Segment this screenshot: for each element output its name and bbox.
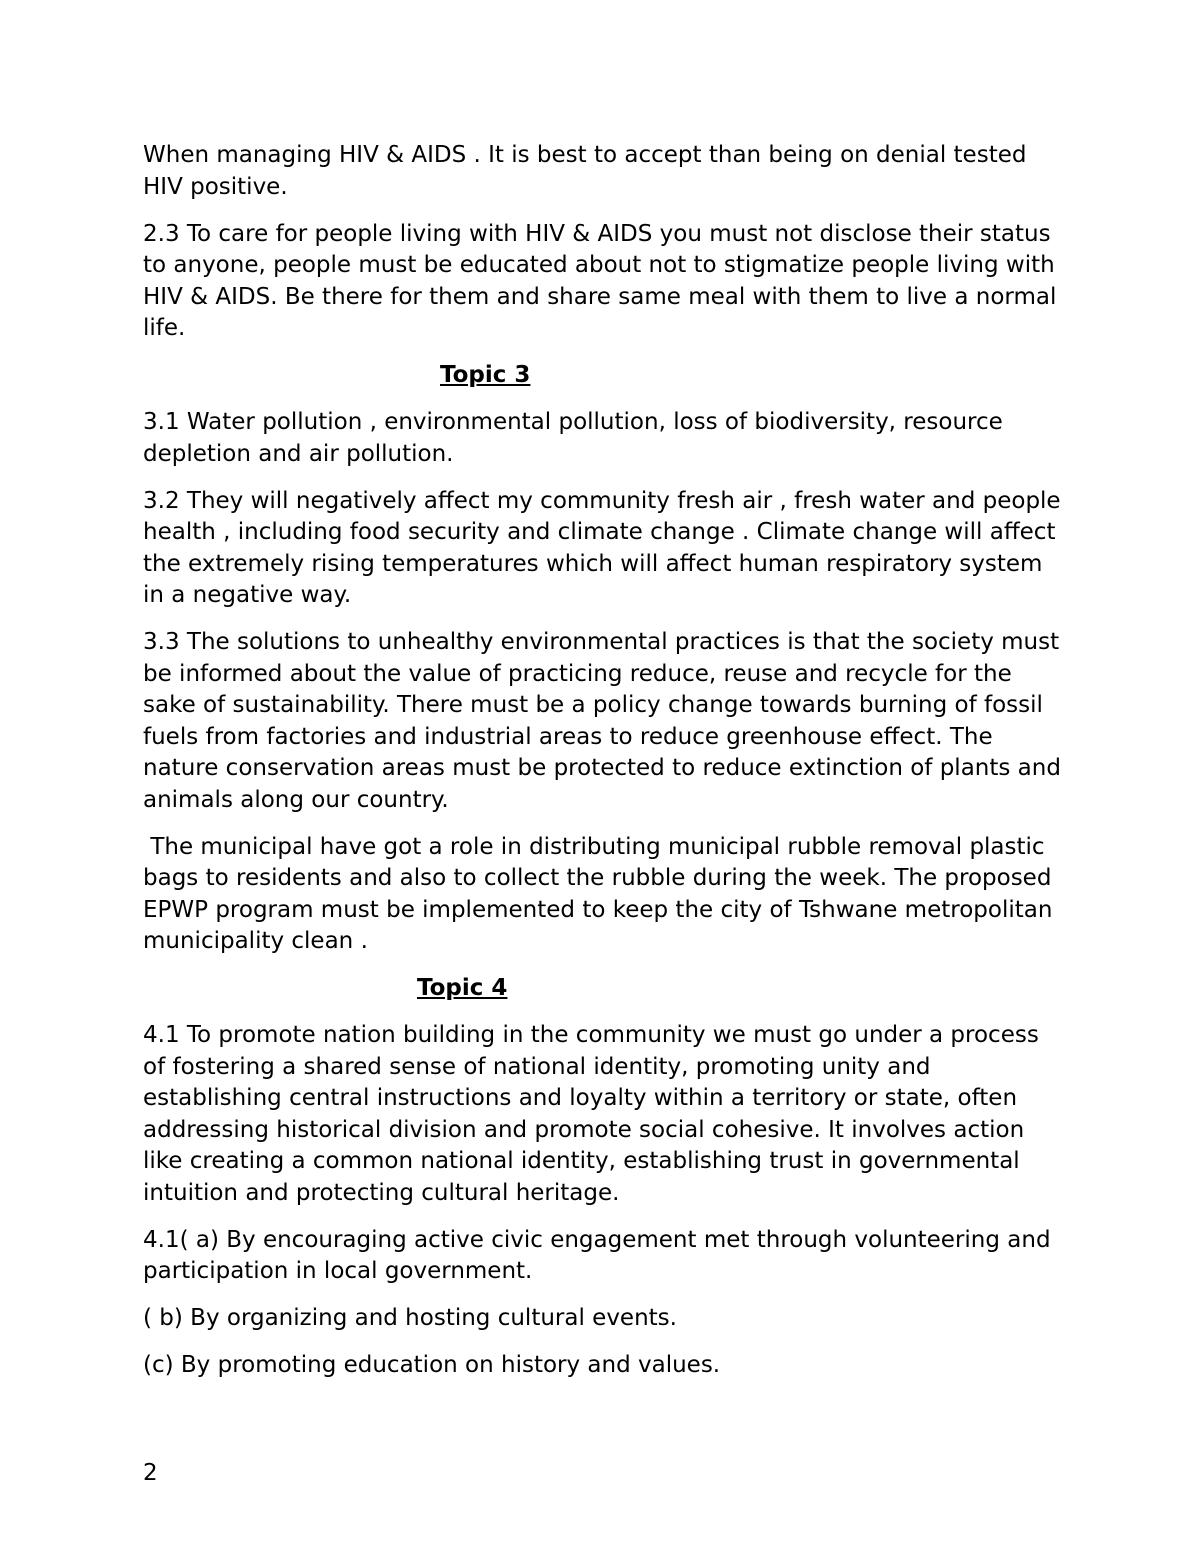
paragraph-4-1-b: ( b) By organizing and hosting cultural events. [143,1305,677,1331]
paragraph-3-3-municipal: The municipal have got a role in distributing municipal rubble removal plastic bags to residents and also to collect the rubble during the week. The proposed EPWP program must be implemented to keep the city of Tshwane metropolitan municipality clean . [143,833,1060,954]
paragraph-3-2: 3.2 They will negatively affect my community fresh air , fresh water and people health , including food security and climate change . Climate change will affect the extremely rising temperatures which will affect human respiratory system in a negative way. [143,487,1061,608]
heading-topic-3: Topic 3 [440,362,531,388]
page-number: 2 [143,1460,158,1486]
document-body [143,140,1068,1397]
paragraph-2-3: 2.3 To care for people living with HIV & AIDS you must not disclose their status to anyone, people must be educated about not to stigmatize people living with HIV & AIDS. Be there for them and share same meal with them to live a normal life. [143,220,1057,341]
paragraph-4-1-a: 4.1( a) By encouraging active civic engagement met through volunteering and participation in local government. [143,1226,1051,1284]
paragraph-4-1-c: (c) By promoting education on history and values. [143,1352,721,1378]
paragraph-hiv-management: When managing HIV & AIDS . It is best to accept than being on denial tested HIV positive. [143,142,1027,200]
paragraph-4-1: 4.1 To promote nation building in the community we must go under a process of fostering a shared sense of national identity, promoting unity and establishing central instructions and loyalty within a territory or state, often addressing historical division and promote social cohesive. It involves action like creating a common national identity, establishing trust in governmental intuition and protecting cultural heritage. [143,1022,1039,1206]
heading-topic-4: Topic 4 [417,975,508,1001]
paragraph-3-1: 3.1 Water pollution , environmental pollution, loss of biodiversity, resource depletion and air pollution. [143,409,1003,467]
paragraph-3-3: 3.3 The solutions to unhealthy environmental practices is that the society must be informed about the value of practicing reduce, reuse and recycle for the sake of sustainability. There must be a policy change towards burning of fossil fuels from factories and industrial areas to reduce greenhouse effect. The nature conservation areas must be protected to reduce extinction of plants and animals along our country. [143,629,1061,813]
